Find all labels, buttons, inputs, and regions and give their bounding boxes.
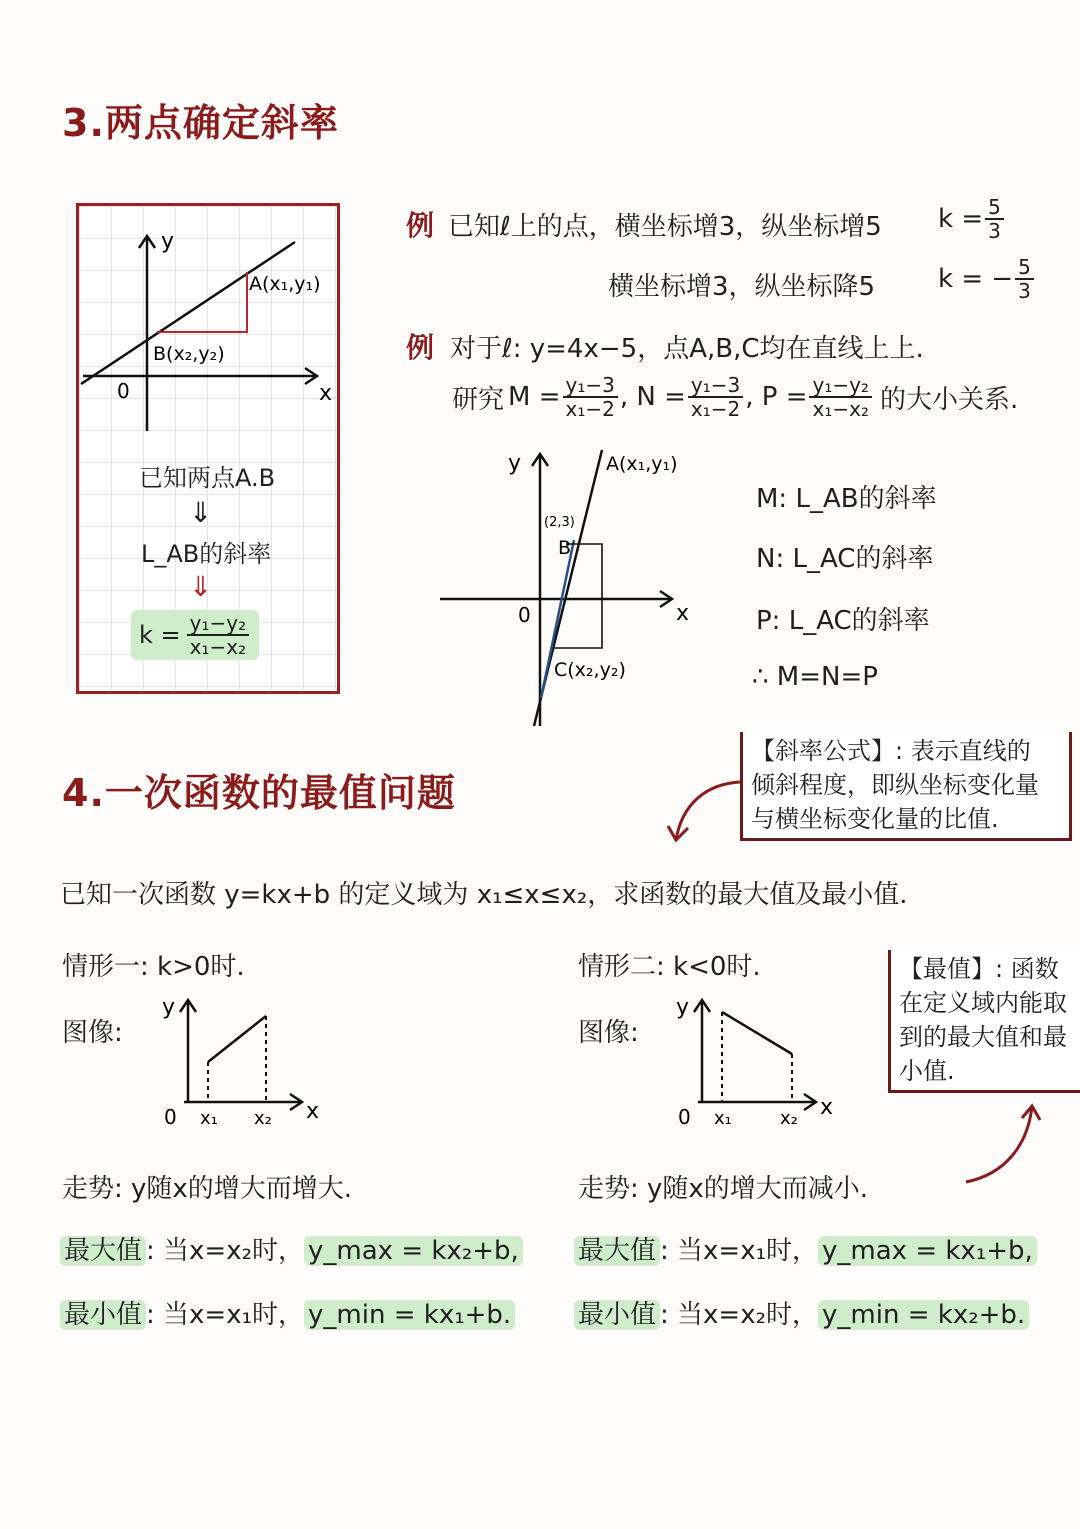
- formula-denominator: x₁−x₂: [189, 635, 247, 659]
- case1-image-label: 图像:: [62, 1018, 123, 1048]
- extreme-value-note: [888, 950, 1080, 1093]
- curved-arrow-icon: [662, 774, 746, 848]
- p-numerator: y₁−y₂: [809, 374, 871, 398]
- slope-concept-box: [76, 203, 340, 694]
- max-formula: y_max = kx₁+b,: [818, 1236, 1037, 1266]
- min-condition: : 当x=x₁时，: [146, 1300, 305, 1330]
- case1-heading: 情形一: k>0时.: [62, 952, 245, 982]
- case2-min: [574, 1294, 1029, 1331]
- example1-line2: 横坐标增3，纵坐标降5: [608, 272, 876, 302]
- slope-formula-note: [740, 732, 1072, 841]
- case1-max: [60, 1230, 523, 1267]
- point-a-label: A(x₁,y₁): [249, 273, 321, 295]
- result-conclusion: ∴ M=N=P: [752, 662, 878, 692]
- case2-trend: 走势: y随x的增大而减小.: [578, 1174, 869, 1204]
- k-label: k = −: [938, 264, 1014, 294]
- point-b-label: B(x₂,y₂): [153, 343, 225, 365]
- x2-label: x₂: [780, 1108, 798, 1129]
- note-line: 【斜率公式】: 表示直线的: [751, 737, 1031, 765]
- min-formula: y_min = kx₂+b.: [818, 1300, 1029, 1330]
- origin-label: 0: [164, 1105, 177, 1129]
- formula-numerator: y₁−y₂: [187, 612, 249, 636]
- max-label: 最大值: [574, 1236, 660, 1266]
- two-point-graph: [79, 206, 337, 446]
- x-axis-label: x: [319, 381, 333, 406]
- x1-label: x₁: [714, 1108, 732, 1129]
- min-label: 最小值: [574, 1300, 660, 1330]
- note-line: 小值.: [899, 1057, 955, 1085]
- point-c-label: C(x₂,y₂): [554, 659, 626, 681]
- case1-graph: [158, 990, 338, 1130]
- three-point-graph: [436, 444, 726, 734]
- x1-label: x₁: [200, 1108, 218, 1129]
- x-axis-label: x: [306, 1099, 320, 1124]
- y-axis-label: y: [162, 995, 176, 1020]
- note-line: 在定义域内能取: [899, 989, 1067, 1017]
- result-p: P: L_AC的斜率: [756, 606, 930, 636]
- max-condition: : 当x=x₂时，: [146, 1236, 305, 1266]
- x-axis-label: x: [676, 601, 690, 626]
- result-n: N: L_AC的斜率: [756, 544, 934, 574]
- section-4-title: 4.一次函数的最值问题: [62, 771, 456, 815]
- example1-k1: [938, 196, 1006, 242]
- p-label: , P =: [745, 382, 808, 412]
- m-label: M =: [508, 382, 561, 412]
- case1-trend: 走势: y随x的增大而增大.: [62, 1174, 353, 1204]
- max-formula: y_max = kx₂+b,: [304, 1236, 523, 1266]
- down-arrow-icon: ⇓: [189, 496, 213, 529]
- y-axis-label: y: [676, 995, 690, 1020]
- k2-denominator: 3: [1018, 279, 1031, 303]
- case2-max: [574, 1230, 1037, 1267]
- origin-label: 0: [678, 1105, 691, 1129]
- example-label: 例: [406, 331, 435, 364]
- note-line: 【最值】: 函数: [899, 955, 1059, 983]
- max-label: 最大值: [60, 1236, 146, 1266]
- example2-expressions: [452, 374, 1018, 420]
- case2-image-label: 图像:: [578, 1018, 639, 1048]
- example1-k2: [938, 256, 1036, 302]
- case2-graph: [672, 990, 852, 1130]
- case1-min: [60, 1294, 515, 1331]
- down-arrow-icon: ⇓: [189, 570, 213, 603]
- result-m: M: L_AB的斜率: [756, 484, 937, 514]
- n-label: , N =: [619, 382, 686, 412]
- origin-label: 0: [117, 379, 130, 403]
- k2-numerator: 5: [1015, 256, 1034, 280]
- k1-denominator: 3: [988, 219, 1001, 243]
- example-label: 例: [406, 209, 435, 242]
- min-condition: : 当x=x₂时，: [660, 1300, 819, 1330]
- comparison-tail: 的大小关系.: [879, 384, 1019, 415]
- slope-formula: [131, 610, 259, 660]
- min-formula: y_min = kx₁+b.: [304, 1300, 515, 1330]
- x-axis-label: x: [820, 1095, 834, 1120]
- m-denominator: x₁−2: [565, 397, 615, 421]
- curved-arrow-icon: [960, 1098, 1044, 1188]
- n-numerator: y₁−3: [688, 374, 743, 398]
- note-line: 到的最大值和最: [899, 1023, 1067, 1051]
- k-label: k =: [938, 204, 984, 234]
- example2-line1: 对于ℓ: y=4x−5，点A,B,C均在直线上上.: [450, 334, 924, 364]
- step-slope-ab: L_AB的斜率: [141, 540, 272, 568]
- p-denominator: x₁−x₂: [812, 397, 869, 421]
- problem-statement: 已知一次函数 y=kx+b 的定义域为 x₁≤x≤x₂，求函数的最大值及最小值.: [60, 880, 908, 910]
- example1-line1: 已知ℓ上的点，横坐标增3，纵坐标增5: [448, 212, 882, 242]
- point-b-coord: (2,3): [544, 515, 575, 530]
- point-a-label: A(x₁,y₁): [606, 453, 678, 475]
- y-axis-label: y: [161, 229, 175, 254]
- x2-label: x₂: [254, 1108, 272, 1129]
- k1-numerator: 5: [985, 196, 1004, 220]
- step-known-points: 已知两点A.B: [139, 464, 276, 492]
- note-line: 与横坐标变化量的比值.: [751, 805, 999, 833]
- origin-label: 0: [518, 603, 531, 627]
- min-label: 最小值: [60, 1300, 146, 1330]
- point-b-label: B: [558, 537, 572, 559]
- n-denominator: x₁−2: [690, 397, 741, 421]
- study-label: 研究: [452, 384, 505, 415]
- y-axis-label: y: [508, 451, 522, 476]
- section-3-title: 3.两点确定斜率: [62, 101, 339, 145]
- note-line: 倾斜程度，即纵坐标变化量: [751, 771, 1039, 799]
- k-label: k =: [139, 621, 181, 649]
- max-condition: : 当x=x₁时，: [660, 1236, 819, 1266]
- m-numerator: y₁−3: [563, 374, 618, 398]
- case2-heading: 情形二: k<0时.: [578, 952, 761, 982]
